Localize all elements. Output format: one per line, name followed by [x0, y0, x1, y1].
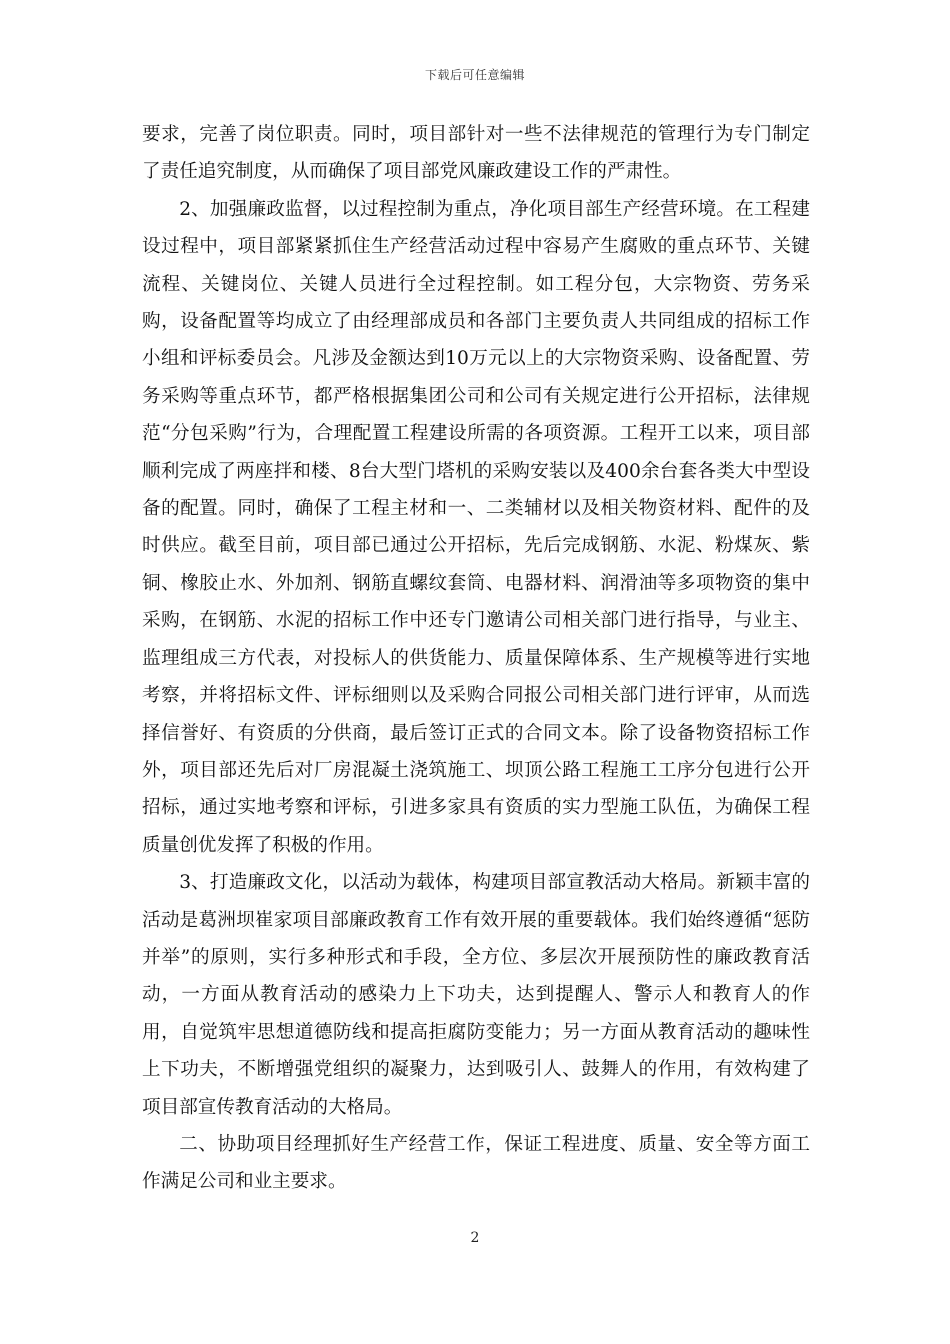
paragraph-item-2: 2、加强廉政监督，以过程控制为重点，净化项目部生产经营环境。在工程建设过程中，项目部紧紧抓住生产经营活动过程中容易产生腐败的重点环节、关键流程、关键岗位、关键人员进行全过程控制。如工程分包，大宗物资、劳务采购，设备配置等均成立了由经理部成员和各部门主要负责人共同组成的招标工作小组和评标委员会。凡涉及金额达到10万元以上的大宗物资采购、设备配置、劳务采购等重点环节，都严格根据集团公司和公司有关规定进行公开招标，法律规范“分包采购”行为，合理配置工程建设所需的各项资源。工程开工以来，项目部顺利完成了两座拌和楼、8台大型门塔机的采购安装以及400余台套各类大中型设备的配置。同时，确保了工程主材和一、二类辅材以及相关物资材料、配件的及时供应。截至目前，项目部已通过公开招标，先后完成钢筋、水泥、粉煤灰、紫铜、橡胶止水、外加剂、钢筋直螺纹套筒、电器材料、润滑油等多项物资的集中采购，在钢筋、水泥的招标工作中还专门邀请公司相关部门进行指导，与业主、监理组成三方代表，对投标人的供货能力、质量保障体系、生产规模等进行实地考察，并将招标文件、评标细则以及采购合同报公司相关部门进行评审，从而选择信誉好、有资质的分供商，最后签订正式的合同文本。除了设备物资招标工作外，项目部还先后对厂房混凝土浇筑施工、坝顶公路工程施工工序分包进行公开招标，通过实地考察和评标，引进多家具有资质的实力型施工队伍，为确保工程质量创优发挥了积极的作用。 [142, 198, 810, 856]
paragraph-item-3: 3、打造廉政文化，以活动为载体，构建项目部宣教活动大格局。新颖丰富的活动是葛洲坝崔家项目部廉政教育工作有效开展的重要载体。我们始终遵循“惩防并举”的原则，实行多种形式和手段，全方位、多层次开展预防性的廉政教育活动，一方面从教育活动的感染力上下功夫，达到提醒人、警示人和教育人的作用，自觉筑牢思想道德防线和提高拒腐防变能力；另一方面从教育活动的趣味性上下功夫，不断增强党组织的凝聚力，达到吸引人、鼓舞人的作用，有效构建了项目部宣传教育活动的大格局。 [142, 872, 810, 1118]
page-header: 下载后可任意编辑 [424, 68, 525, 82]
document-body [142, 116, 810, 1201]
paragraph-continuation: 要求，完善了岗位职责。同时，项目部针对一些不法律规范的管理行为专门制定了责任追究制度，从而确保了项目部党风廉政建设工作的严肃性。 [142, 124, 810, 183]
page-number: 2 [470, 1230, 480, 1246]
paragraph-section-2: 二、协助项目经理抓好生产经营工作，保证工程进度、质量、安全等方面工作满足公司和业主要求。 [142, 1133, 810, 1193]
